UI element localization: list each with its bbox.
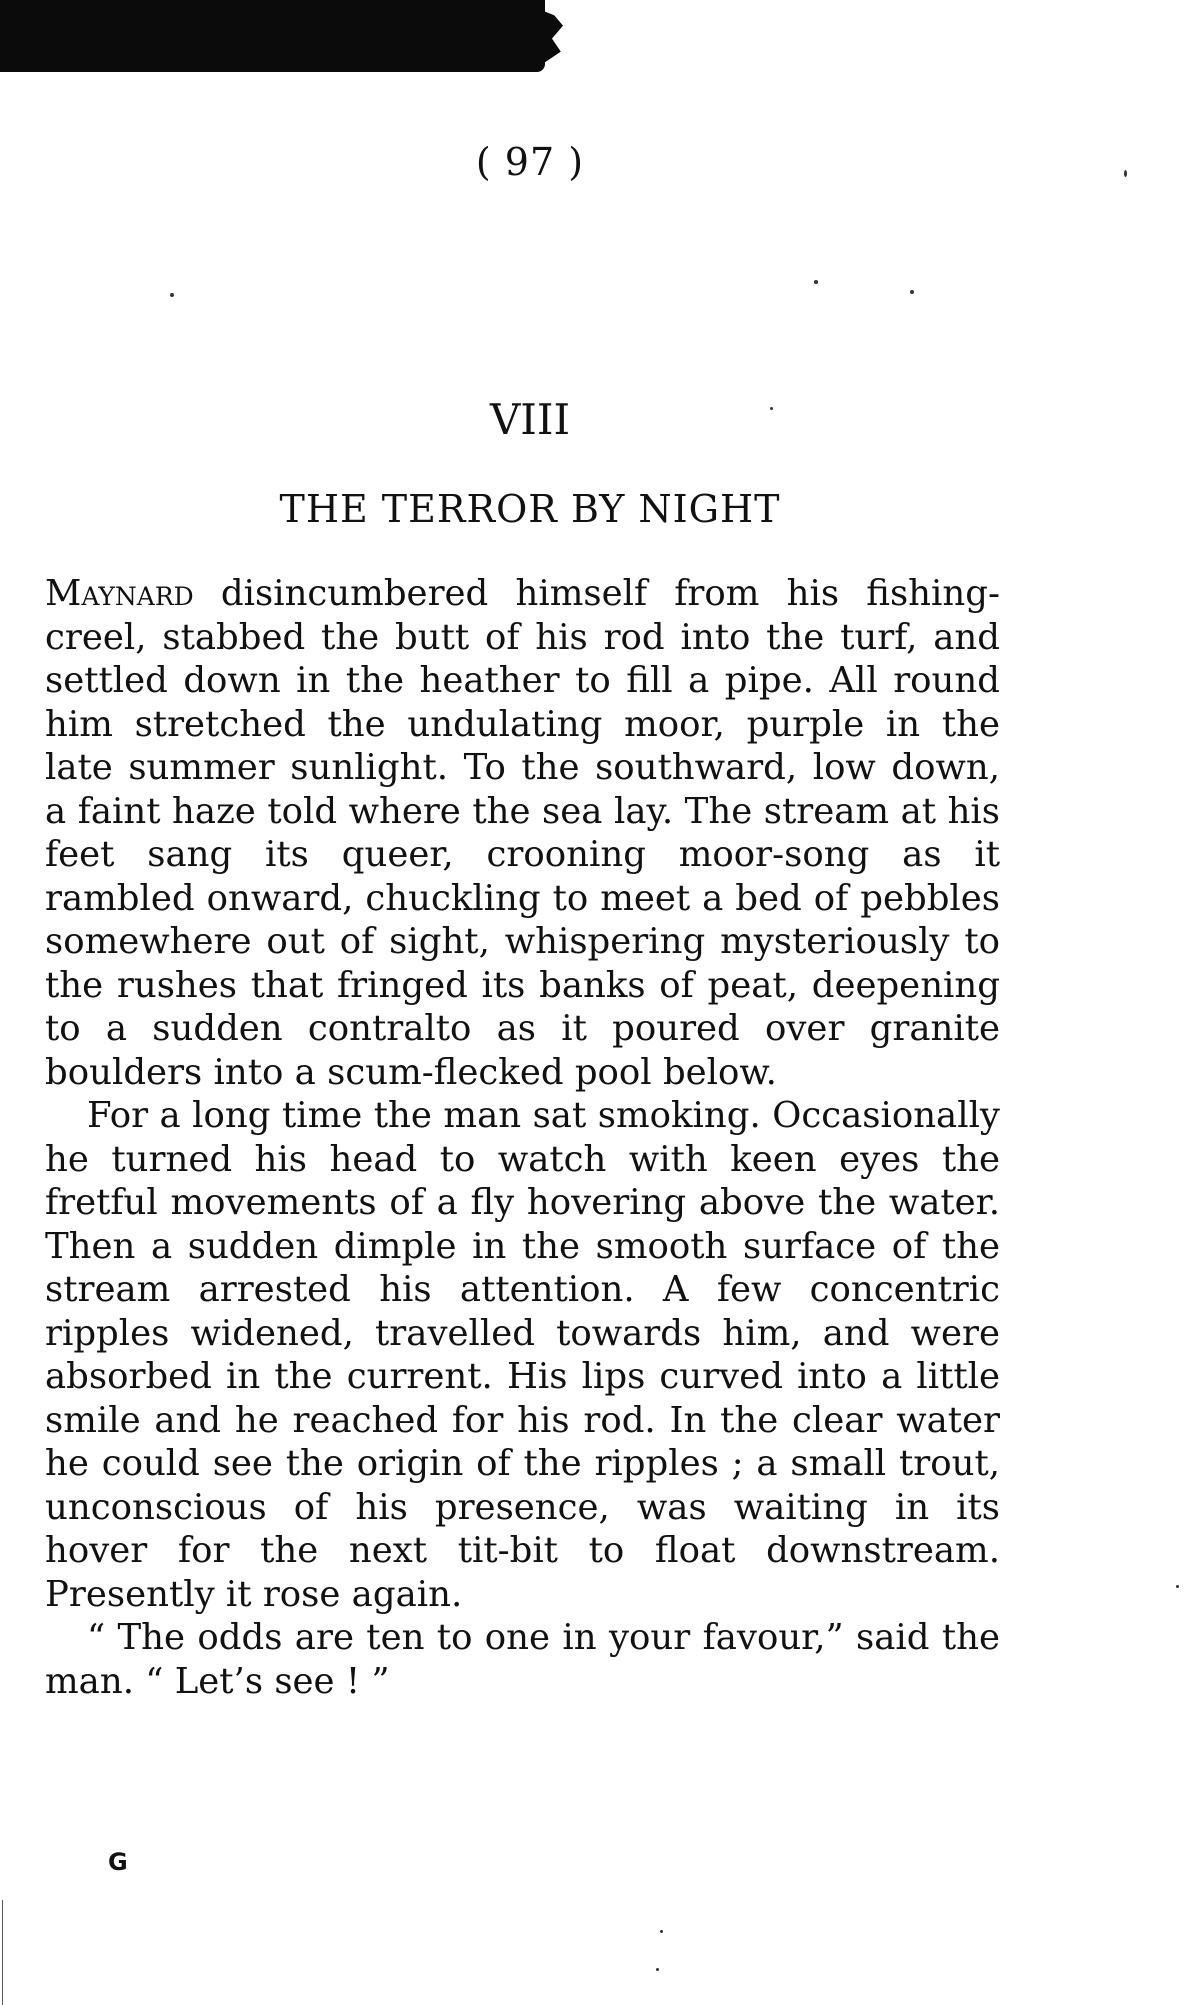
paragraph-1-text: disincumbered himself from his fishing-creel, stabbed the butt of his rod into the turf, and settled down in the heather to fill a pipe. All round him stretched the undulating moor, purple in the late summer sunlight. To the southward, low down, a faint haze told where the sea lay. The stream at his feet sang its queer, crooning moor-song as it rambled onward, chuckling to meet a bed of pebbles somewhere out of sight, whispering mysteriously to the rushes that fringed its banks of peat, deepening to a sudden contralto as it poured over granite boulders into a scum-flecked pool below. <box>45 573 1000 1093</box>
paragraph-2: For a long time the man sat smoking. Occasionally he turned his head to watch with keen eyes the fretful movements of a fly hovering above the water. Then a sudden dimple in the smooth surface of the stream arrested his attention. A few concentric ripples widened, travelled towards him, and were absorbed in the current. His lips curved into a little smile and he reached for his rod. In the clear water he could see the origin of the ripples ; a small trout, unconscious of his presence, was waiting in its hover for the next tit-bit to float downstream. Presently it rose again. <box>45 1095 1000 1615</box>
page-number: ( 97 ) <box>475 140 585 184</box>
paragraph-3: “ The odds are ten to one in your favour,” said the man. “ Let’s see ! ” <box>45 1617 1000 1702</box>
scan-speck <box>656 1968 659 1971</box>
chapter-number: VIII <box>489 395 571 444</box>
scan-speck <box>910 290 914 294</box>
scan-speck <box>1124 170 1127 177</box>
paragraph-lead-name: Maynard <box>45 573 194 614</box>
scan-shadow <box>0 0 545 72</box>
chapter-body <box>45 572 1000 1703</box>
scan-speck <box>170 293 174 297</box>
chapter-title: THE TERROR BY NIGHT <box>279 487 781 531</box>
scan-speck <box>814 280 818 284</box>
signature-mark: G <box>108 1848 128 1876</box>
paragraph-1 <box>45 572 1000 1094</box>
page-edge-line <box>2 1900 3 2005</box>
scan-speck <box>1176 1585 1179 1588</box>
scan-speck <box>660 1930 663 1933</box>
